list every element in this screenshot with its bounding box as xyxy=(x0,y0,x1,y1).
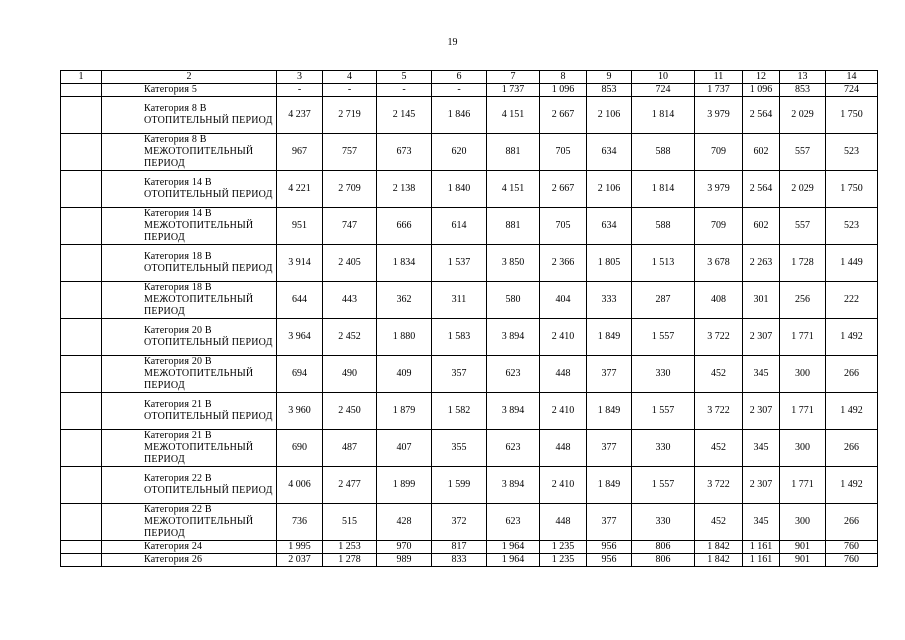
value-cell: 4 151 xyxy=(487,97,540,134)
value-cell: 2 106 xyxy=(587,97,632,134)
header-cell: 5 xyxy=(377,71,432,84)
value-cell: 2 719 xyxy=(323,97,377,134)
value-cell: 404 xyxy=(540,282,587,319)
value-cell: 266 xyxy=(826,430,878,467)
value-cell: 588 xyxy=(632,134,695,171)
value-cell: 300 xyxy=(780,504,826,541)
value-cell: 1 492 xyxy=(826,319,878,356)
value-cell: 2 029 xyxy=(780,171,826,208)
value-cell: 2 145 xyxy=(377,97,432,134)
index-cell xyxy=(61,504,102,541)
value-cell: 1 728 xyxy=(780,245,826,282)
value-cell: 2 037 xyxy=(277,554,323,567)
table-row xyxy=(61,430,878,467)
value-cell: 833 xyxy=(432,554,487,567)
value-cell: 1 492 xyxy=(826,393,878,430)
value-cell: 3 894 xyxy=(487,393,540,430)
value-cell: 634 xyxy=(587,208,632,245)
table-row xyxy=(61,541,878,554)
value-cell: 2 138 xyxy=(377,171,432,208)
category-name-cell: Категория 8 В МЕЖОТОПИТЕЛЬНЫЙ ПЕРИОД xyxy=(102,134,277,171)
header-cell: 3 xyxy=(277,71,323,84)
index-cell xyxy=(61,171,102,208)
value-cell: 1 737 xyxy=(695,84,743,97)
value-cell: 2 410 xyxy=(540,467,587,504)
value-cell: 1 964 xyxy=(487,541,540,554)
category-name-cell: Категория 24 xyxy=(102,541,277,554)
index-cell xyxy=(61,467,102,504)
index-cell xyxy=(61,84,102,97)
header-cell: 6 xyxy=(432,71,487,84)
value-cell: 881 xyxy=(487,208,540,245)
header-cell: 4 xyxy=(323,71,377,84)
value-cell: 487 xyxy=(323,430,377,467)
value-cell: 736 xyxy=(277,504,323,541)
page-number: 19 xyxy=(447,37,458,48)
value-cell: 1 842 xyxy=(695,541,743,554)
value-cell: 345 xyxy=(743,504,780,541)
value-cell: 2 106 xyxy=(587,171,632,208)
value-cell: 694 xyxy=(277,356,323,393)
index-cell xyxy=(61,541,102,554)
value-cell: 2 564 xyxy=(743,97,780,134)
value-cell: 407 xyxy=(377,430,432,467)
index-cell xyxy=(61,97,102,134)
index-cell xyxy=(61,554,102,567)
value-cell: 1 879 xyxy=(377,393,432,430)
header-cell: 2 xyxy=(102,71,277,84)
value-cell: 1 278 xyxy=(323,554,377,567)
value-cell: - xyxy=(323,84,377,97)
value-cell: 1 253 xyxy=(323,541,377,554)
value-cell: 301 xyxy=(743,282,780,319)
category-name-cell: Категория 21 В МЕЖОТОПИТЕЛЬНЫЙ ПЕРИОД xyxy=(102,430,277,467)
index-cell xyxy=(61,245,102,282)
value-cell: 673 xyxy=(377,134,432,171)
value-cell: 1 849 xyxy=(587,467,632,504)
index-cell xyxy=(61,430,102,467)
value-cell: 345 xyxy=(743,430,780,467)
value-cell: 1 880 xyxy=(377,319,432,356)
value-cell: 355 xyxy=(432,430,487,467)
value-cell: 588 xyxy=(632,208,695,245)
value-cell: 1 995 xyxy=(277,541,323,554)
table-row xyxy=(61,245,878,282)
header-cell: 12 xyxy=(743,71,780,84)
value-cell: 956 xyxy=(587,554,632,567)
header-cell: 7 xyxy=(487,71,540,84)
value-cell: 515 xyxy=(323,504,377,541)
value-cell: 3 722 xyxy=(695,319,743,356)
value-cell: 266 xyxy=(826,356,878,393)
value-cell: 1 582 xyxy=(432,393,487,430)
category-name-cell: Категория 21 В ОТОПИТЕЛЬНЫЙ ПЕРИОД xyxy=(102,393,277,430)
tariff-table xyxy=(60,70,878,567)
value-cell: 967 xyxy=(277,134,323,171)
value-cell: 644 xyxy=(277,282,323,319)
table-row xyxy=(61,467,878,504)
table-row xyxy=(61,171,878,208)
header-cell: 8 xyxy=(540,71,587,84)
value-cell: 757 xyxy=(323,134,377,171)
value-cell: 623 xyxy=(487,504,540,541)
value-cell: 853 xyxy=(780,84,826,97)
value-cell: 2 366 xyxy=(540,245,587,282)
value-cell: 2 410 xyxy=(540,319,587,356)
value-cell: 1 096 xyxy=(540,84,587,97)
value-cell: 580 xyxy=(487,282,540,319)
value-cell: 1 771 xyxy=(780,319,826,356)
category-name-cell: Категория 26 xyxy=(102,554,277,567)
value-cell: 1 537 xyxy=(432,245,487,282)
value-cell: - xyxy=(277,84,323,97)
category-name-cell: Категория 22 В МЕЖОТОПИТЕЛЬНЫЙ ПЕРИОД xyxy=(102,504,277,541)
header-cell: 14 xyxy=(826,71,878,84)
value-cell: 3 678 xyxy=(695,245,743,282)
value-cell: 428 xyxy=(377,504,432,541)
value-cell: 970 xyxy=(377,541,432,554)
value-cell: 1 492 xyxy=(826,467,878,504)
value-cell: 452 xyxy=(695,430,743,467)
value-cell: 760 xyxy=(826,554,878,567)
value-cell: 4 237 xyxy=(277,97,323,134)
value-cell: 3 914 xyxy=(277,245,323,282)
value-cell: 614 xyxy=(432,208,487,245)
value-cell: 2 307 xyxy=(743,393,780,430)
value-cell: - xyxy=(377,84,432,97)
value-cell: 2 410 xyxy=(540,393,587,430)
value-cell: 2 307 xyxy=(743,467,780,504)
value-cell: 1 834 xyxy=(377,245,432,282)
value-cell: 2 477 xyxy=(323,467,377,504)
value-cell: 2 405 xyxy=(323,245,377,282)
value-cell: 377 xyxy=(587,356,632,393)
table-row xyxy=(61,84,878,97)
value-cell: 377 xyxy=(587,430,632,467)
value-cell: 448 xyxy=(540,430,587,467)
value-cell: 2 667 xyxy=(540,171,587,208)
value-cell: 901 xyxy=(780,554,826,567)
value-cell: 623 xyxy=(487,356,540,393)
value-cell: 1 235 xyxy=(540,554,587,567)
table-row xyxy=(61,134,878,171)
value-cell: 602 xyxy=(743,134,780,171)
value-cell: 2 450 xyxy=(323,393,377,430)
value-cell: 724 xyxy=(632,84,695,97)
value-cell: 300 xyxy=(780,356,826,393)
value-cell: 330 xyxy=(632,504,695,541)
value-cell: 705 xyxy=(540,208,587,245)
category-name-cell: Категория 20 В ОТОПИТЕЛЬНЫЙ ПЕРИОД xyxy=(102,319,277,356)
value-cell: 287 xyxy=(632,282,695,319)
value-cell: - xyxy=(432,84,487,97)
value-cell: 357 xyxy=(432,356,487,393)
value-cell: 709 xyxy=(695,208,743,245)
value-cell: 1 771 xyxy=(780,467,826,504)
value-cell: 2 452 xyxy=(323,319,377,356)
value-cell: 3 964 xyxy=(277,319,323,356)
value-cell: 3 979 xyxy=(695,97,743,134)
value-cell: 1 235 xyxy=(540,541,587,554)
value-cell: 448 xyxy=(540,356,587,393)
category-name-cell: Категория 14 В МЕЖОТОПИТЕЛЬНЫЙ ПЕРИОД xyxy=(102,208,277,245)
header-cell: 11 xyxy=(695,71,743,84)
value-cell: 3 894 xyxy=(487,467,540,504)
value-cell: 620 xyxy=(432,134,487,171)
value-cell: 3 850 xyxy=(487,245,540,282)
value-cell: 266 xyxy=(826,504,878,541)
value-cell: 817 xyxy=(432,541,487,554)
table-row xyxy=(61,97,878,134)
value-cell: 709 xyxy=(695,134,743,171)
value-cell: 760 xyxy=(826,541,878,554)
value-cell: 362 xyxy=(377,282,432,319)
value-cell: 1 557 xyxy=(632,467,695,504)
value-cell: 2 709 xyxy=(323,171,377,208)
value-cell: 1 849 xyxy=(587,319,632,356)
value-cell: 3 979 xyxy=(695,171,743,208)
value-cell: 3 722 xyxy=(695,467,743,504)
value-cell: 490 xyxy=(323,356,377,393)
value-cell: 1 557 xyxy=(632,393,695,430)
table-row xyxy=(61,319,878,356)
value-cell: 1 846 xyxy=(432,97,487,134)
value-cell: 311 xyxy=(432,282,487,319)
value-cell: 956 xyxy=(587,541,632,554)
value-cell: 690 xyxy=(277,430,323,467)
header-cell: 1 xyxy=(61,71,102,84)
index-cell xyxy=(61,134,102,171)
value-cell: 1 849 xyxy=(587,393,632,430)
value-cell: 623 xyxy=(487,430,540,467)
value-cell: 452 xyxy=(695,356,743,393)
table-row xyxy=(61,282,878,319)
value-cell: 557 xyxy=(780,134,826,171)
value-cell: 951 xyxy=(277,208,323,245)
value-cell: 881 xyxy=(487,134,540,171)
category-name-cell: Категория 20 В МЕЖОТОПИТЕЛЬНЫЙ ПЕРИОД xyxy=(102,356,277,393)
value-cell: 4 006 xyxy=(277,467,323,504)
value-cell: 989 xyxy=(377,554,432,567)
value-cell: 806 xyxy=(632,554,695,567)
value-cell: 1 096 xyxy=(743,84,780,97)
value-cell: 2 564 xyxy=(743,171,780,208)
value-cell: 806 xyxy=(632,541,695,554)
value-cell: 705 xyxy=(540,134,587,171)
category-name-cell: Категория 5 xyxy=(102,84,277,97)
value-cell: 448 xyxy=(540,504,587,541)
header-cell: 9 xyxy=(587,71,632,84)
value-cell: 2 307 xyxy=(743,319,780,356)
value-cell: 2 667 xyxy=(540,97,587,134)
value-cell: 1 964 xyxy=(487,554,540,567)
value-cell: 4 151 xyxy=(487,171,540,208)
value-cell: 1 814 xyxy=(632,97,695,134)
value-cell: 372 xyxy=(432,504,487,541)
value-cell: 300 xyxy=(780,430,826,467)
value-cell: 1 842 xyxy=(695,554,743,567)
value-cell: 634 xyxy=(587,134,632,171)
value-cell: 330 xyxy=(632,356,695,393)
index-cell xyxy=(61,208,102,245)
value-cell: 1 583 xyxy=(432,319,487,356)
index-cell xyxy=(61,319,102,356)
index-cell xyxy=(61,282,102,319)
value-cell: 1 840 xyxy=(432,171,487,208)
table-row xyxy=(61,356,878,393)
value-cell: 1 805 xyxy=(587,245,632,282)
value-cell: 452 xyxy=(695,504,743,541)
value-cell: 523 xyxy=(826,134,878,171)
value-cell: 724 xyxy=(826,84,878,97)
value-cell: 443 xyxy=(323,282,377,319)
value-cell: 853 xyxy=(587,84,632,97)
category-name-cell: Категория 22 В ОТОПИТЕЛЬНЫЙ ПЕРИОД xyxy=(102,467,277,504)
table-row xyxy=(61,554,878,567)
category-name-cell: Категория 8 В ОТОПИТЕЛЬНЫЙ ПЕРИОД xyxy=(102,97,277,134)
value-cell: 1 513 xyxy=(632,245,695,282)
value-cell: 3 894 xyxy=(487,319,540,356)
index-cell xyxy=(61,393,102,430)
value-cell: 345 xyxy=(743,356,780,393)
value-cell: 222 xyxy=(826,282,878,319)
value-cell: 602 xyxy=(743,208,780,245)
table-body xyxy=(61,71,878,567)
value-cell: 2 263 xyxy=(743,245,780,282)
value-cell: 1 750 xyxy=(826,97,878,134)
value-cell: 333 xyxy=(587,282,632,319)
value-cell: 1 737 xyxy=(487,84,540,97)
value-cell: 557 xyxy=(780,208,826,245)
value-cell: 3 960 xyxy=(277,393,323,430)
header-cell: 10 xyxy=(632,71,695,84)
value-cell: 4 221 xyxy=(277,171,323,208)
value-cell: 1 161 xyxy=(743,554,780,567)
value-cell: 1 899 xyxy=(377,467,432,504)
value-cell: 408 xyxy=(695,282,743,319)
value-cell: 1 814 xyxy=(632,171,695,208)
value-cell: 1 557 xyxy=(632,319,695,356)
value-cell: 523 xyxy=(826,208,878,245)
table-row xyxy=(61,504,878,541)
header-cell: 13 xyxy=(780,71,826,84)
category-name-cell: Категория 18 В МЕЖОТОПИТЕЛЬНЫЙ ПЕРИОД xyxy=(102,282,277,319)
index-cell xyxy=(61,356,102,393)
value-cell: 377 xyxy=(587,504,632,541)
category-name-cell: Категория 14 В ОТОПИТЕЛЬНЫЙ ПЕРИОД xyxy=(102,171,277,208)
value-cell: 1 599 xyxy=(432,467,487,504)
value-cell: 256 xyxy=(780,282,826,319)
header-row xyxy=(61,71,878,84)
category-name-cell: Категория 18 В ОТОПИТЕЛЬНЫЙ ПЕРИОД xyxy=(102,245,277,282)
value-cell: 1 750 xyxy=(826,171,878,208)
value-cell: 666 xyxy=(377,208,432,245)
table-row xyxy=(61,393,878,430)
value-cell: 747 xyxy=(323,208,377,245)
value-cell: 1 161 xyxy=(743,541,780,554)
value-cell: 1 771 xyxy=(780,393,826,430)
value-cell: 3 722 xyxy=(695,393,743,430)
value-cell: 330 xyxy=(632,430,695,467)
table-row xyxy=(61,208,878,245)
value-cell: 409 xyxy=(377,356,432,393)
value-cell: 1 449 xyxy=(826,245,878,282)
value-cell: 901 xyxy=(780,541,826,554)
value-cell: 2 029 xyxy=(780,97,826,134)
